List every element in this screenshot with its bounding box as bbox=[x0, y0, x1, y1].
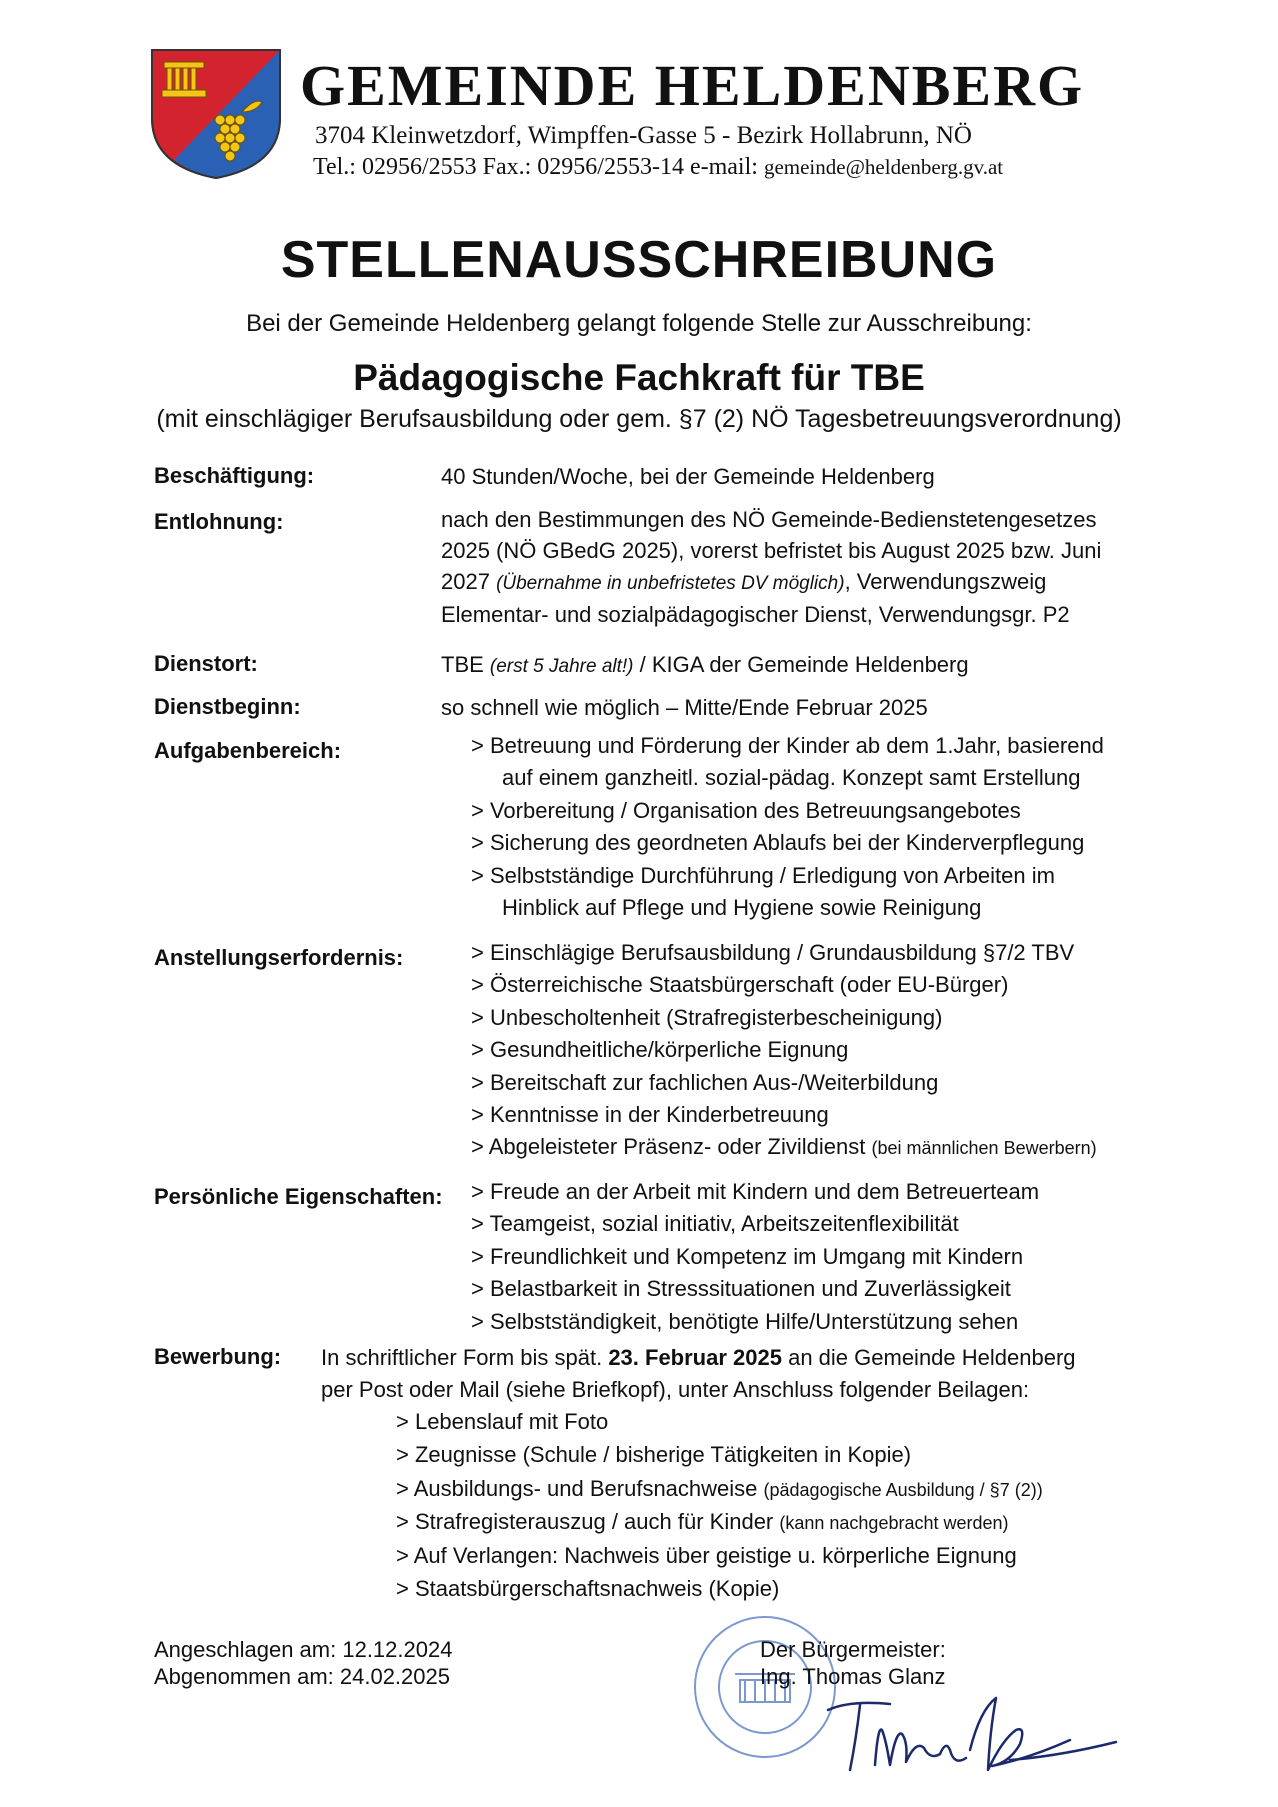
entlohnung-line: 2027 (Übernahme in unbefristetes DV möglich), Verwendungszweig bbox=[441, 569, 1047, 594]
entlohnung-line: nach den Bestimmungen des NÖ Gemeinde-Bedienstetengesetzes bbox=[441, 507, 1097, 532]
list-item: > Österreichische Staatsbürgerschaft (oder EU-Bürger) bbox=[471, 972, 1009, 998]
list-item: > Staatsbürgerschaftsnachweis (Kopie) bbox=[396, 1576, 780, 1602]
application-deadline: 23. Februar 2025 bbox=[608, 1345, 782, 1370]
list-anstellungserfordernis bbox=[471, 937, 1097, 1165]
list-item-continuation: Hinblick auf Pflege und Hygiene sowie Reinigung bbox=[502, 895, 982, 921]
application-text bbox=[321, 1342, 1076, 1407]
document-intro: Bei der Gemeinde Heldenberg gelangt folgende Stelle zur Ausschreibung: bbox=[246, 310, 1032, 337]
list-item: > Freundlichkeit und Kompetenz im Umgang mit Kindern bbox=[471, 1243, 1024, 1269]
contact-email[interactable]: gemeinde@heldenberg.gv.at bbox=[763, 155, 1004, 179]
organization-contact bbox=[313, 154, 1003, 181]
document-title: STELLENAUSSCHREIBUNG bbox=[280, 231, 998, 289]
list-item: > Freude an der Arbeit mit Kindern und dem Betreuerteam bbox=[471, 1179, 1040, 1204]
coat-of-arms-icon bbox=[150, 48, 282, 180]
application-line: In schriftlicher Form bis spät. 23. Februar 2025 an die Gemeinde Heldenberg bbox=[321, 1345, 1076, 1370]
list-enclosures bbox=[396, 1406, 1043, 1606]
list-item: > Lebenslauf mit Foto bbox=[396, 1409, 609, 1434]
list-item: > Vorbereitung / Organisation des Betreuungsangebotes bbox=[471, 797, 1021, 823]
position-subtitle: (mit einschlägiger Berufsausbildung oder gem. §7 (2) NÖ Tagesbetreuungsverordnung) bbox=[156, 405, 1122, 433]
list-item: > Kenntnisse in der Kinderbetreuung bbox=[471, 1102, 829, 1128]
list-item: > Belastbarkeit in Stresssituationen und Zuverlässigkeit bbox=[471, 1276, 1011, 1302]
list-aufgabenbereich bbox=[471, 730, 1104, 924]
list-item: > Strafregisterauszug / auch für Kinder (kann nachgebracht werden) bbox=[396, 1509, 1009, 1535]
label-bewerbung: Bewerbung: bbox=[154, 1344, 282, 1369]
organization-name: GEMEINDE HELDENBERG bbox=[300, 53, 1085, 118]
label-beschaeftigung: Beschäftigung: bbox=[154, 463, 315, 488]
label-anstellungserfordernis: Anstellungserfordernis: bbox=[154, 945, 404, 970]
list-item: > Auf Verlangen: Nachweis über geistige u. körperliche Eignung bbox=[396, 1542, 1017, 1568]
contact-phone-fax: Tel.: 02956/2553 Fax.: 02956/2553-14 e-mail: bbox=[313, 154, 764, 180]
posting-dates bbox=[154, 1636, 452, 1690]
signer-role: Der Bürgermeister: bbox=[760, 1637, 946, 1662]
list-item: > Bereitschaft zur fachlichen Aus-/Weiterbildung bbox=[471, 1069, 939, 1095]
entlohnung-note: (Übernahme in unbefristetes DV möglich) bbox=[496, 573, 845, 594]
list-item-continuation: auf einem ganzheitl. sozial-pädag. Konzept samt Erstellung bbox=[502, 765, 1081, 791]
list-item: > Betreuung und Förderung der Kinder ab dem 1.Jahr, basierend bbox=[471, 733, 1104, 758]
list-item-note: (kann nachgebracht werden) bbox=[779, 1513, 1009, 1534]
signer-name: Ing. Thomas Glanz bbox=[760, 1664, 946, 1689]
entlohnung-line: 2025 (NÖ GBedG 2025), vorerst befristet bis August 2025 bzw. Juni bbox=[441, 538, 1102, 563]
value-dienstort: TBE (erst 5 Jahre alt!) / KIGA der Gemeinde Heldenberg bbox=[441, 652, 969, 677]
list-item: > Sicherung des geordneten Ablaufs bei der Kinderverpflegung bbox=[471, 830, 1085, 856]
list-item: > Selbstständige Durchführung / Erledigung von Arbeiten im bbox=[471, 862, 1055, 888]
label-dienstbeginn: Dienstbeginn: bbox=[154, 694, 301, 719]
list-item-note: (bei männlichen Bewerbern) bbox=[871, 1138, 1097, 1159]
dienstort-note: (erst 5 Jahre alt!) bbox=[489, 656, 634, 677]
label-dienstort: Dienstort: bbox=[154, 651, 258, 676]
list-item: > Gesundheitliche/körperliche Eignung bbox=[471, 1037, 849, 1063]
application-line: per Post oder Mail (siehe Briefkopf), unter Anschluss folgender Beilagen: bbox=[321, 1377, 1030, 1403]
list-item-note: (pädagogische Ausbildung / §7 (2)) bbox=[763, 1479, 1043, 1500]
posted-date: Angeschlagen am: 12.12.2024 bbox=[154, 1637, 453, 1662]
value-entlohnung bbox=[441, 504, 1101, 630]
removed-date: Abgenommen am: 24.02.2025 bbox=[154, 1664, 450, 1689]
label-entlohnung: Entlohnung: bbox=[154, 509, 284, 534]
position-title: Pädagogische Fachkraft für TBE bbox=[353, 357, 925, 398]
label-persoenliche-eigenschaften: Persönliche Eigenschaften: bbox=[154, 1184, 443, 1209]
list-item: > Abgeleisteter Präsenz- oder Zivildienst (bei männlichen Bewerbern) bbox=[471, 1134, 1097, 1160]
list-persoenliche-eigenschaften bbox=[471, 1176, 1039, 1338]
label-aufgabenbereich: Aufgabenbereich: bbox=[154, 738, 342, 763]
list-item: > Einschlägige Berufsausbildung / Grundausbildung §7/2 TBV bbox=[471, 940, 1075, 965]
list-item: > Ausbildungs- und Berufsnachweise (pädagogische Ausbildung / §7 (2)) bbox=[396, 1475, 1043, 1501]
list-item: > Unbescholtenheit (Strafregisterbescheinigung) bbox=[471, 1004, 943, 1030]
value-beschaeftigung: 40 Stunden/Woche, bei der Gemeinde Heldenberg bbox=[441, 464, 935, 489]
list-item: > Zeugnisse (Schule / bisherige Tätigkeiten in Kopie) bbox=[396, 1442, 912, 1468]
list-item: > Teamgeist, sozial initiativ, Arbeitszeitenflexibilität bbox=[471, 1211, 959, 1237]
entlohnung-line: Elementar- und sozialpädagogischer Dienst, Verwendungsgr. P2 bbox=[441, 602, 1070, 627]
handwritten-signature-icon bbox=[820, 1670, 1120, 1780]
list-item: > Selbstständigkeit, benötigte Hilfe/Unterstützung sehen bbox=[471, 1308, 1019, 1334]
organization-address: 3704 Kleinwetzdorf, Wimpffen-Gasse 5 - Bezirk Hollabrunn, NÖ bbox=[315, 122, 972, 149]
value-dienstbeginn: so schnell wie möglich – Mitte/Ende Februar 2025 bbox=[441, 695, 928, 720]
